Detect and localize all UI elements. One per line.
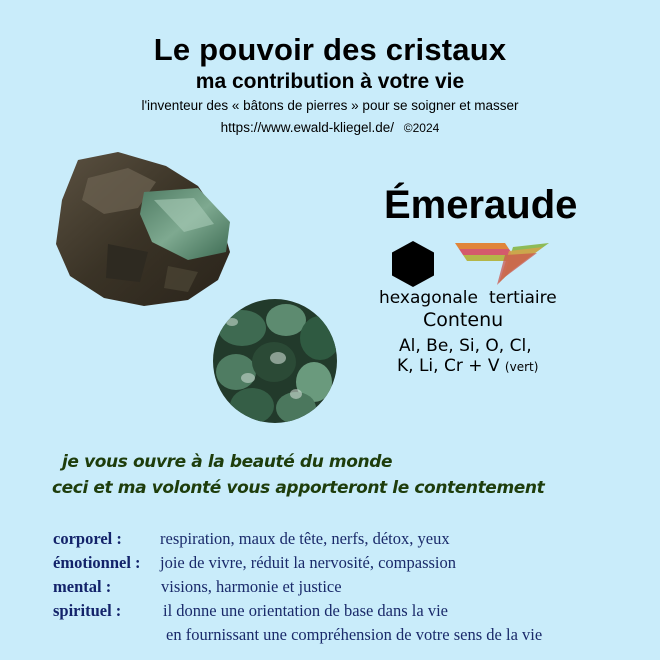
color-note: (vert): [504, 360, 539, 374]
property-label-physical: corporel :: [53, 529, 122, 548]
property-label-emotional: émotionnel :: [53, 553, 141, 572]
page-subtitle: ma contribution à votre vie: [195, 70, 465, 93]
property-value-physical: respiration, maux de tête, nerfs, détox, yeux: [160, 529, 450, 548]
quote-line-2: ceci et ma volonté vous apporteront le contentement: [52, 478, 545, 498]
mineral-class-label: tertiaire: [489, 288, 557, 308]
hexagon-icon: [390, 240, 436, 288]
raw-emerald-image: [48, 148, 236, 308]
elements-line-2: [397, 356, 538, 376]
property-value-spiritual-continued: en fournissant une compréhension de votre sens de la vie: [166, 625, 543, 644]
stone-name: Émeraude: [384, 183, 578, 227]
property-value-spiritual: il donne une orientation de base dans la vie: [163, 601, 448, 620]
property-value-mental: visions, harmonie et justice: [161, 577, 342, 596]
content-heading: Contenu: [423, 309, 504, 331]
website-line: [0, 120, 660, 135]
property-label-mental: mental :: [53, 577, 112, 596]
website-link[interactable]: https://www.ewald-kliegel.de/: [220, 120, 395, 135]
copyright: ©2024: [403, 121, 440, 135]
property-value-emotional: joie de vivre, réduit la nervosité, compassion: [160, 553, 457, 572]
page-title: Le pouvoir des cristaux: [153, 32, 507, 67]
elements-line-1: Al, Be, Si, O, Cl,: [399, 336, 532, 356]
crystal-system-label: hexagonale: [379, 288, 478, 308]
quote-line-1: je vous ouvre à la beauté du monde: [62, 452, 393, 472]
color-stripe-icon: [453, 241, 551, 287]
tumbled-emeralds-image: [212, 298, 338, 424]
elements-line-2-text: K, Li, Cr + V: [397, 356, 500, 376]
tagline: l'inventeur des « bâtons de pierres » pour se soigner et masser: [141, 98, 519, 113]
property-label-spiritual: spirituel :: [53, 601, 122, 620]
